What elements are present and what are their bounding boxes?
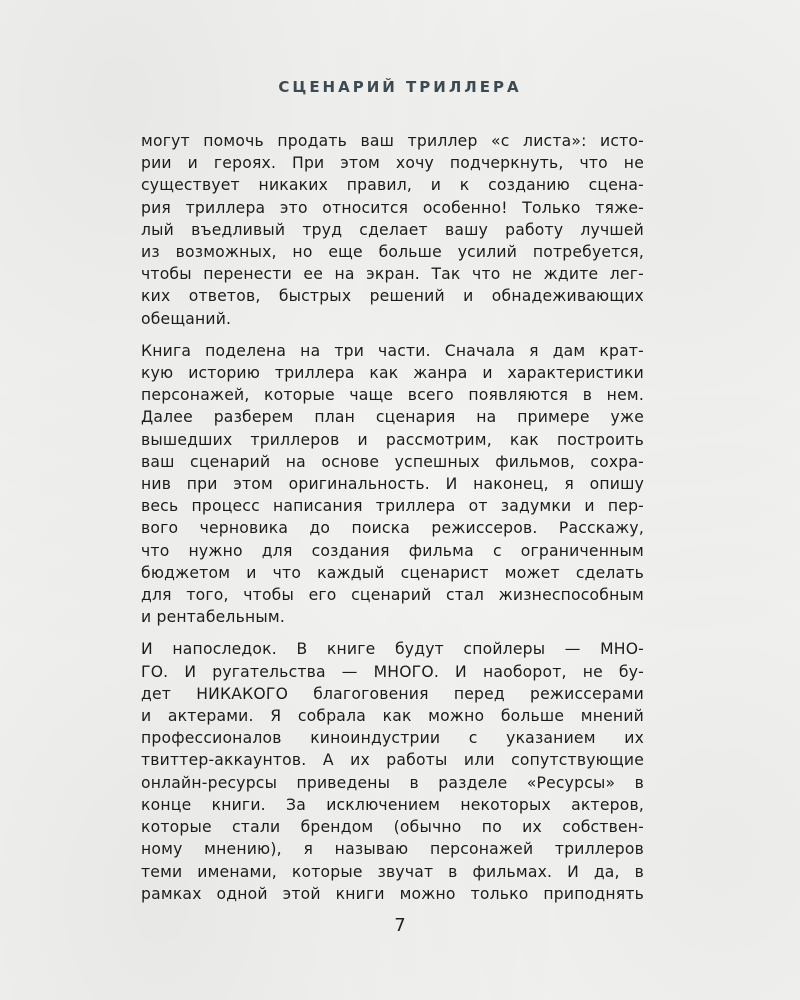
text-line: существует никаких правил, и к созданию сцена- [141,176,644,195]
text-line: рия триллера это относится особенно! Только тяже- [141,198,644,217]
body-text [141,130,644,915]
text-line: профессионалов киноиндустрии с указанием их [141,729,644,748]
text-line: ваш сценарий на основе успешных фильмов, сохра- [141,452,644,471]
text-line: бюджетом и что каждый сценарист может сделать [141,563,644,582]
paragraph-3 [141,638,644,904]
page-number: 7 [394,915,406,936]
text-line: ному мнению), я называю персонажей триллеров [141,840,644,859]
text-line: рамках одной этой книги можно только приподнять [141,884,644,903]
text-line: персонажей, которые чаще всего появляются в нем. [141,386,644,405]
running-head: СЦЕНАРИЙ ТРИЛЛЕРА [278,78,522,96]
text-line: рии и героях. При этом хочу подчеркнуть, что не [141,154,644,173]
text-line: теми именами, которые звучат в фильмах. И да, в [141,862,644,881]
text-line: могут помочь продать ваш триллер «с листа»: исто- [141,132,644,150]
text-line: Далее разберем план сценария на примере уже [141,408,644,427]
text-line: твиттер-аккаунтов. А их работы или сопутствующие [141,751,644,770]
text-line: ГО. И ругательства — МНОГО. И наоборот, не бу- [141,662,644,681]
text-line: ких ответов, быстрых решений и обнадеживающих [141,287,644,306]
paragraph-1 [141,130,644,330]
text-line: Книга поделена на три части. Сначала я дам крат- [141,341,644,360]
text-line: весь процесс написания триллера от задумки и пер- [141,497,644,516]
text-line: вого черновика до поиска режиссеров. Расскажу, [141,519,644,538]
paragraph-2 [141,340,644,629]
text-line: дет НИКАКОГО благоговения перед режиссерами [141,684,644,703]
text-line: обещаний. [141,309,232,328]
text-line: и актерами. Я собрала как можно больше мнений [141,707,644,726]
text-line: онлайн-ресурсы приведены в разделе «Ресурсы» в [141,773,644,792]
text-line: конце книги. За исключением некоторых актеров, [141,795,644,814]
text-line: лый въедливый труд сделает вашу работу лучшей [141,220,644,239]
text-line: И напоследок. В книге будут спойлеры — МНО- [141,640,644,659]
text-line: для того, чтобы его сценарий стал жизнеспособным [141,586,644,605]
text-line: которые стали брендом (обычно по их собствен- [141,818,644,837]
text-line: нив при этом оригинальность. И наконец, я опишу [141,475,644,494]
text-line: и рентабельным. [141,608,286,627]
text-line: из возможных, но еще больше усилий потребуется, [141,243,644,262]
text-line: чтобы перенести ее на экран. Так что не ждите лег- [141,265,644,284]
text-line: кую историю триллера как жанра и характеристики [141,364,644,383]
text-line: что нужно для создания фильма с ограниченным [141,541,644,560]
text-line: вышедших триллеров и рассмотрим, как построить [141,430,644,449]
